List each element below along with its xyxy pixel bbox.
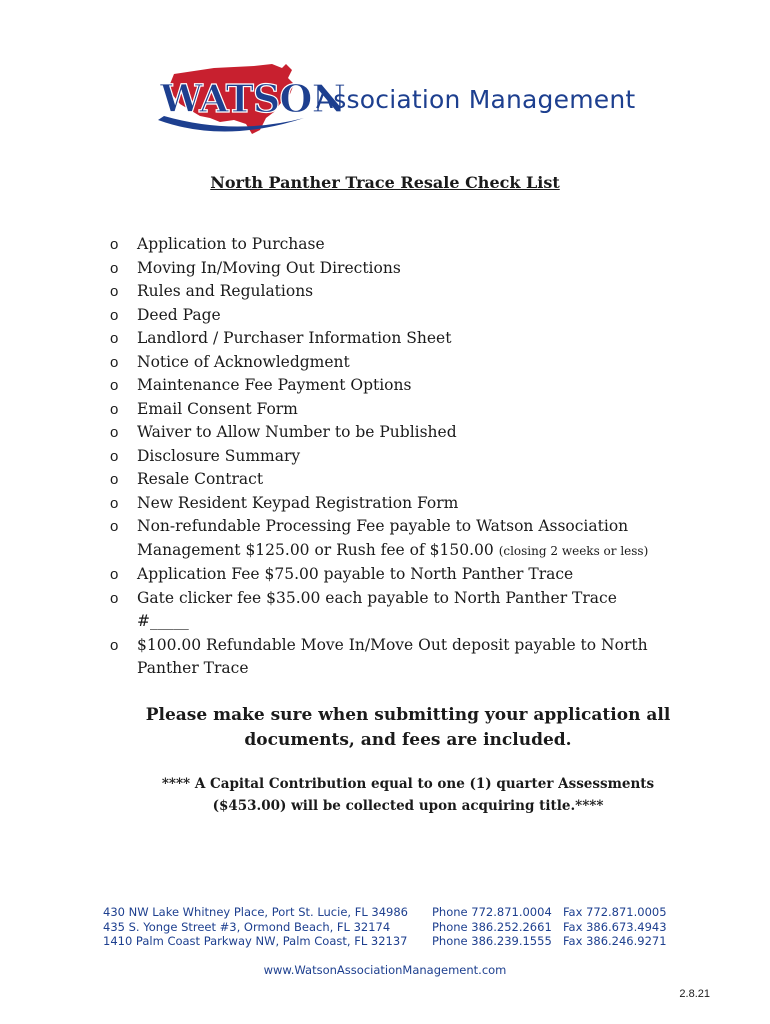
logo-tagline: Association Management [316, 85, 636, 114]
checklist-item [110, 515, 710, 563]
footer-phone: Phone 386.239.1555 [432, 934, 552, 948]
checklist-item-text: Application to Purchase [137, 235, 325, 253]
checklist-item-text-cont: Panther Trace [137, 659, 249, 677]
checklist-item-text: Moving In/Moving Out Directions [137, 258, 401, 277]
checklist-item-text: Maintenance Fee Payment Options [137, 376, 412, 394]
checkbox-bullet-icon: o [110, 447, 119, 465]
checklist-item [110, 634, 710, 681]
footer-faxes [563, 905, 667, 949]
checklist-item-text: New Resident Keypad Registration Form [137, 493, 459, 512]
checkbox-bullet-icon: o [110, 566, 119, 583]
checkbox-bullet-icon: o [110, 306, 119, 324]
checklist-item-text-cont: #_____ [137, 612, 189, 630]
footer-fax: Fax 386.673.4943 [563, 919, 667, 934]
checklist-item-text: $100.00 Refundable Move In/Move Out deposit payable to North [137, 635, 648, 654]
checkbox-bullet-icon: o [110, 471, 119, 488]
checklist-item-note: (closing 2 weeks or less) [498, 543, 649, 558]
checklist-item [110, 445, 710, 469]
checkbox-bullet-icon: o [110, 636, 119, 654]
checklist-item-text: Notice of Acknowledgment [137, 352, 350, 371]
checkbox-bullet-icon: o [110, 259, 119, 277]
checkbox-bullet-icon: o [110, 494, 119, 512]
checklist-item-text: Landlord / Purchaser Information Sheet [137, 329, 452, 347]
footer-phones [432, 905, 552, 949]
checklist-item [110, 233, 710, 257]
checkbox-bullet-icon: o [110, 283, 119, 300]
checkbox-bullet-icon: o [110, 589, 119, 607]
checklist-item-text: Rules and Regulations [137, 282, 314, 300]
capital-line-2: ($453.00) will be collected upon acquiring title.**** [212, 798, 604, 814]
checkbox-bullet-icon: o [110, 377, 119, 394]
checkbox-bullet-icon: o [110, 518, 119, 535]
capital-line-1: **** A Capital Contribution equal to one (1) quarter Assessments [161, 776, 655, 792]
checklist-item [110, 280, 710, 304]
checklist-item [110, 304, 710, 328]
checklist-item [110, 257, 710, 281]
footer-addresses [103, 905, 408, 949]
checklist-item-text: Disclosure Summary [137, 446, 301, 465]
checkbox-bullet-icon: o [110, 400, 119, 418]
checklist-item-text: Waiver to Allow Number to be Published [137, 423, 457, 441]
checklist-item [110, 492, 710, 516]
page-title: North Panther Trace Resale Check List [210, 173, 560, 192]
checkbox-bullet-icon: o [110, 236, 119, 253]
checklist-item-text: Gate clicker fee $35.00 each payable to North Panther Trace [137, 588, 617, 607]
capital-contribution-note [0, 773, 770, 817]
checkbox-bullet-icon: o [110, 353, 119, 371]
checkbox-bullet-icon: o [110, 424, 119, 441]
checklist-item [110, 398, 710, 422]
checklist-item [110, 421, 710, 445]
checkbox-bullet-icon: o [110, 330, 119, 347]
checklist-item [110, 374, 710, 398]
footer-fax: Fax 772.871.0005 [563, 905, 667, 919]
checklist-item [110, 351, 710, 375]
notice-line-1: Please make sure when submitting your application all [145, 705, 671, 725]
checklist-item-text: Email Consent Form [137, 399, 298, 418]
footer-phone: Phone 386.252.2661 [432, 919, 552, 934]
footer-fax: Fax 386.246.9271 [563, 934, 667, 948]
footer-address: 1410 Palm Coast Parkway NW, Palm Coast, FL 32137 [103, 934, 408, 948]
footer-phone: Phone 772.871.0004 [432, 905, 552, 919]
website-link[interactable]: www.WatsonAssociationManagement.com [263, 963, 507, 977]
footer-address: 435 S. Yonge Street #3, Ormond Beach, FL 32174 [103, 919, 391, 934]
revision-date: 2.8.21 [679, 988, 710, 1000]
checklist-item [110, 327, 710, 351]
notice-line-2: documents, and fees are included. [244, 730, 572, 750]
checklist-item-text: Deed Page [137, 305, 221, 324]
submission-notice [0, 703, 770, 753]
footer-address: 430 NW Lake Whitney Place, Port St. Lucie, FL 34986 [103, 905, 408, 919]
checklist-item-text: Application Fee $75.00 payable to North Panther Trace [137, 565, 574, 583]
logo-brand-text: WATSON [160, 76, 346, 121]
checklist-item-text: Resale Contract [137, 470, 264, 488]
checklist-item [110, 587, 710, 634]
resale-checklist [110, 233, 710, 681]
checklist-item [110, 468, 710, 492]
checklist-item-text-cont: Management $125.00 or Rush fee of $150.00 [137, 540, 499, 559]
checklist-item [110, 563, 710, 587]
checklist-item-text: Non-refundable Processing Fee payable to Watson Association [137, 517, 629, 535]
